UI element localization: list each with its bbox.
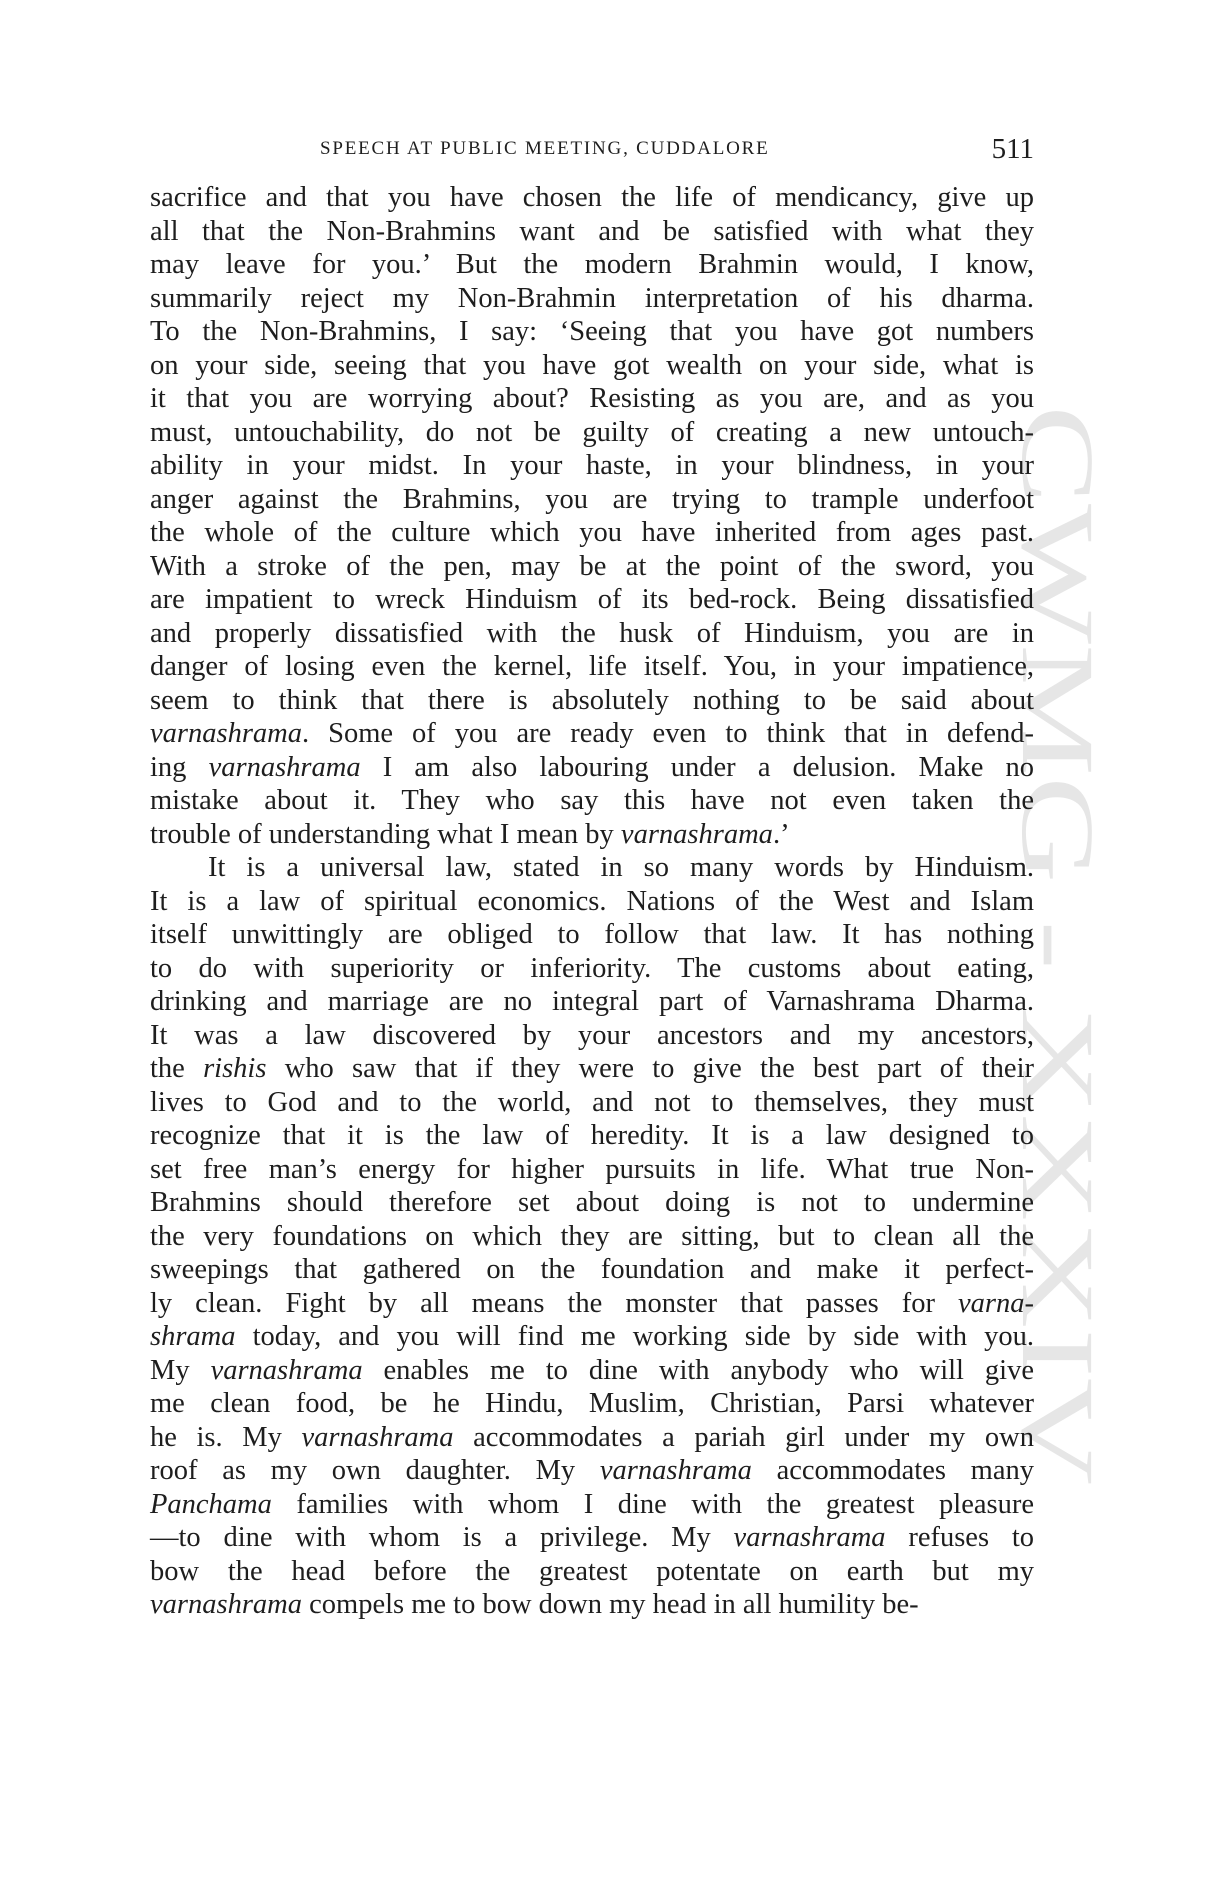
- text-line: [150, 1119, 1034, 1153]
- text-line: [150, 416, 1034, 450]
- text-run: the very foundations on which they are sitting, but to clean all the: [150, 1220, 1034, 1252]
- text-line: [150, 684, 1034, 718]
- text-run: the: [150, 1053, 204, 1084]
- text-line: [150, 617, 1034, 651]
- text-run: trouble of understanding what I mean by: [150, 818, 621, 850]
- text-run: families with whom I dine with the greatest pleasure: [271, 1488, 1034, 1520]
- text-line: [150, 516, 1034, 550]
- text-line: [150, 282, 1034, 316]
- text-line: [150, 1387, 1034, 1421]
- text-line: [150, 650, 1034, 684]
- text-line: [150, 1153, 1034, 1187]
- italic-term: Panchama: [150, 1488, 272, 1520]
- text-run: Brahmins should therefore set about doing is not to undermine: [150, 1187, 1034, 1218]
- text-line: [150, 583, 1034, 617]
- text-run: drinking and marriage are no integral part of Varnashrama Dharma.: [150, 986, 1034, 1017]
- text-run: seem to think that there is absolutely nothing to be said about: [150, 684, 1034, 716]
- text-line: [150, 248, 1034, 282]
- text-line: [150, 1287, 1034, 1321]
- running-head: SPEECH AT PUBLIC MEETING, CUDDALORE: [320, 138, 770, 159]
- text-run: it that you are worrying about? Resisting as you are, and as you: [150, 383, 1034, 414]
- text-run: It is a universal law, stated in so many words by Hinduism.: [208, 852, 1034, 883]
- italic-term: varnashrama: [301, 1421, 454, 1453]
- watermark-text: CWMG - XXXIV: [1000, 405, 1115, 1162]
- text-line: [150, 751, 1034, 785]
- text-line: [150, 550, 1034, 584]
- text-run: danger of losing even the kernel, life itself. You, in your impatience,: [150, 651, 1034, 682]
- paragraph: [150, 181, 1034, 851]
- text-line: [150, 1454, 1034, 1488]
- text-line: [150, 1086, 1034, 1120]
- text-run: summarily reject my Non-Brahmin interpretation of his dharma.: [150, 282, 1034, 314]
- text-line: [150, 1555, 1034, 1589]
- text-line: [150, 315, 1034, 349]
- text-run: It is a law of spiritual economics. Nations of the West and Islam: [150, 885, 1034, 917]
- text-run: With a stroke of the pen, may be at the point of the sword, you: [150, 550, 1034, 582]
- text-run: compels me to bow down my head in all humility be-: [302, 1589, 919, 1620]
- text-run: ly clean. Fight by all means the monster that passes for: [150, 1287, 959, 1319]
- italic-term: varnashrama: [599, 1455, 752, 1486]
- italic-term: rishis: [203, 1053, 267, 1084]
- italic-term: varnashrama: [150, 718, 303, 749]
- text-line: [150, 215, 1034, 249]
- text-run: I am also labouring under a delusion. Make no: [360, 751, 1035, 783]
- text-line: [150, 885, 1034, 919]
- text-run: may leave for you.’ But the modern Brahmin would, I know,: [150, 249, 1034, 280]
- text-line: [150, 1019, 1034, 1053]
- text-line: [150, 1220, 1034, 1254]
- text-run: —to dine with whom is a privilege. My: [150, 1522, 734, 1553]
- paragraph: [150, 851, 1034, 1622]
- text-line: [150, 1052, 1034, 1086]
- italic-term: varnashrama: [150, 1589, 303, 1620]
- italic-term: varnashrama: [208, 751, 361, 783]
- text-run: set free man’s energy for higher pursuits in life. What true Non-: [150, 1153, 1034, 1185]
- page-header: [150, 133, 1034, 169]
- text-line: [150, 1421, 1034, 1455]
- text-line: [150, 985, 1034, 1019]
- text-line: [150, 1320, 1034, 1354]
- italic-term: varnashrama: [620, 818, 773, 850]
- text-run: he is. My: [150, 1421, 302, 1453]
- text-run: lives to God and to the world, and not to themselves, they must: [150, 1086, 1034, 1118]
- text-run: mistake about it. They who say this have not even taken the: [150, 785, 1034, 816]
- text-run: To the Non-Brahmins, I say: ‘Seeing that you have got numbers: [150, 316, 1034, 347]
- text-run: itself unwittingly are obliged to follow that law. It has nothing: [150, 919, 1034, 950]
- text-line: [150, 449, 1034, 483]
- text-run: roof as my own daughter. My: [150, 1455, 600, 1486]
- text-run: bow the head before the greatest potentate on earth but my: [150, 1555, 1034, 1587]
- body-text: [150, 181, 1034, 1622]
- text-line: [150, 851, 1034, 885]
- page-number: 511: [991, 133, 1034, 165]
- text-run: refuses to: [885, 1522, 1034, 1553]
- text-run: all that the Non-Brahmins want and be satisfied with what they: [150, 215, 1034, 247]
- text-run: who saw that if they were to give the best part of their: [266, 1053, 1034, 1084]
- text-line: [150, 952, 1034, 986]
- text-line: [150, 1488, 1034, 1522]
- text-run: sacrifice and that you have chosen the life of mendicancy, give up: [150, 182, 1034, 213]
- italic-term: varnashrama: [733, 1522, 886, 1553]
- italic-term: varnashrama: [210, 1354, 363, 1386]
- text-run: . Some of you are ready even to think that in defend-: [302, 718, 1034, 749]
- text-run: must, untouchability, do not be guilty of creating a new untouch-: [150, 416, 1034, 448]
- text-run: today, and you will find me working side by side with you.: [235, 1321, 1034, 1352]
- text-line: [150, 1253, 1034, 1287]
- text-line: [150, 349, 1034, 383]
- text-run: accommodates many: [751, 1455, 1034, 1486]
- text-run: sweepings that gathered on the foundation and make it perfect-: [150, 1254, 1034, 1285]
- text-run: ability in your midst. In your haste, in your blindness, in your: [150, 450, 1034, 481]
- italic-term: varna-: [958, 1287, 1034, 1319]
- text-line: [150, 1354, 1034, 1388]
- text-run: ing: [150, 751, 209, 783]
- text-line: [150, 784, 1034, 818]
- text-run: and properly dissatisfied with the husk of Hinduism, you are in: [150, 617, 1034, 649]
- text-run: on your side, seeing that you have got wealth on your side, what is: [150, 349, 1034, 381]
- italic-term: shrama: [150, 1321, 236, 1352]
- text-line: [150, 918, 1034, 952]
- text-run: .’: [772, 818, 790, 850]
- text-run: recognize that it is the law of heredity. It is a law designed to: [150, 1120, 1034, 1151]
- text-run: It was a law discovered by your ancestors and my ancestors,: [150, 1019, 1034, 1051]
- text-line: [150, 1588, 1034, 1622]
- text-line: [150, 818, 1034, 852]
- text-run: the whole of the culture which you have inherited from ages past.: [150, 517, 1034, 548]
- text-line: [150, 181, 1034, 215]
- text-line: [150, 717, 1034, 751]
- text-run: enables me to dine with anybody who will give: [362, 1354, 1035, 1386]
- text-line: [150, 1521, 1034, 1555]
- text-line: [150, 1186, 1034, 1220]
- text-run: to do with superiority or inferiority. The customs about eating,: [150, 952, 1034, 984]
- text-run: me clean food, be he Hindu, Muslim, Christian, Parsi whatever: [150, 1388, 1034, 1419]
- text-run: anger against the Brahmins, you are trying to trample underfoot: [150, 483, 1034, 515]
- text-run: My: [150, 1354, 211, 1386]
- text-line: [150, 483, 1034, 517]
- text-run: are impatient to wreck Hinduism of its bed-rock. Being dissatisfied: [150, 584, 1034, 615]
- text-line: [150, 382, 1034, 416]
- text-run: accommodates a pariah girl under my own: [453, 1421, 1035, 1453]
